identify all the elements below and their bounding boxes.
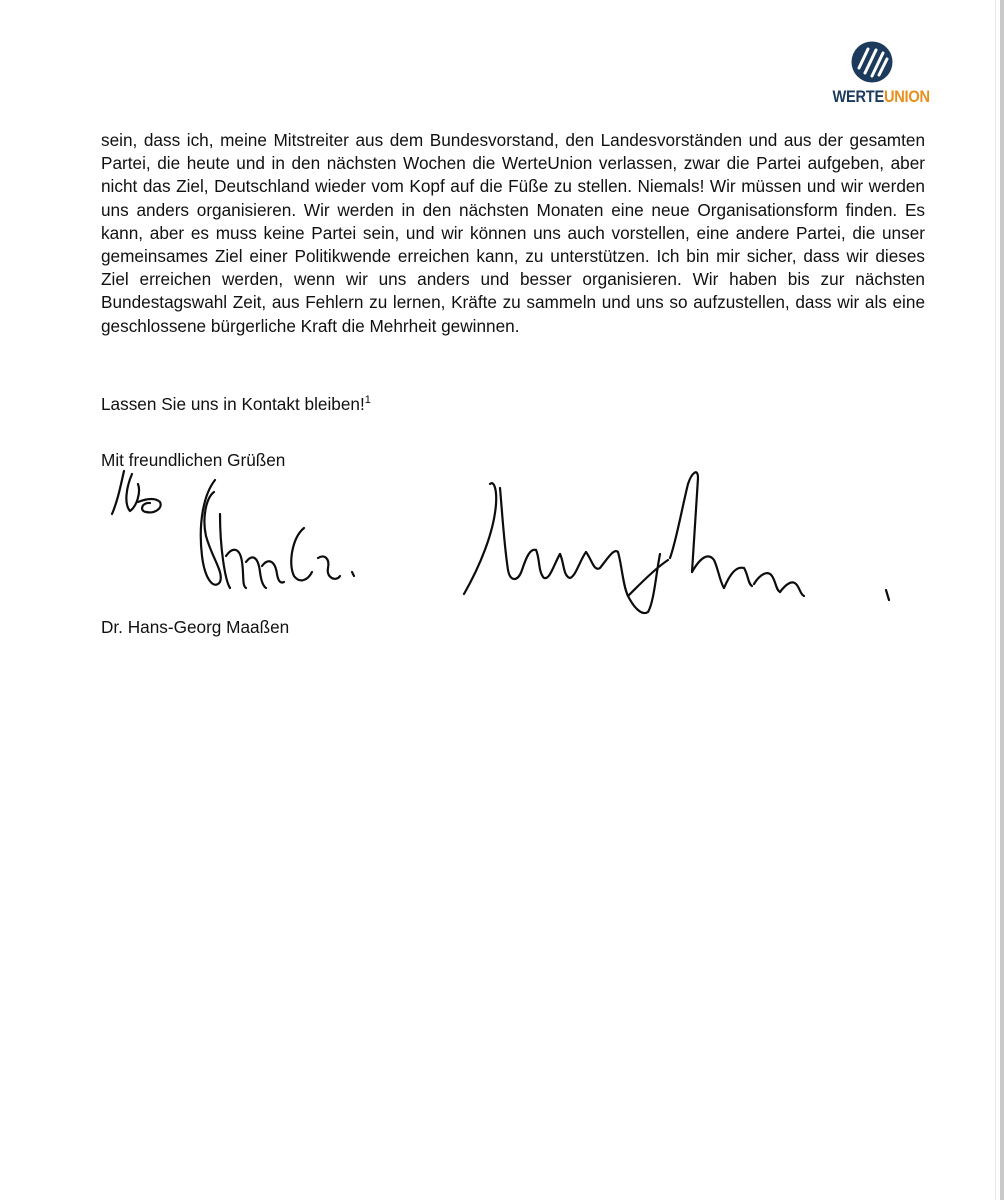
logo-text-union: UNION: [883, 87, 930, 106]
closing-text: Lassen Sie uns in Kontakt bleiben!: [101, 394, 365, 414]
logo-text-werte: WERTE: [832, 87, 884, 106]
closing-line: [101, 393, 371, 416]
handwritten-signature: [108, 462, 903, 632]
werteunion-logo-text: [832, 87, 930, 107]
signer-name: Dr. Hans-Georg Maaßen: [101, 617, 290, 637]
werteunion-logo: [826, 40, 930, 110]
greeting: Mit freundlichen Grüßen: [101, 450, 286, 470]
page-edge-line: [995, 0, 996, 1200]
footnote-marker: 1: [364, 394, 371, 406]
werteunion-logo-icon: [850, 40, 894, 84]
letter-body-paragraph: sein, dass ich, meine Mitstreiter aus dem Bundesvorstand, den Landesvorständen und aus der gesamten Partei, die heute und in den nächsten Wochen die WerteUnion verlassen, zwar die Partei aufgeben, aber nicht das Ziel, Deutschland wieder vom Kopf auf die Füße zu stellen. Niemals! Wir müssen und wir werden uns anders organisieren. Wir werden in den nächsten Monaten eine neue Organisationsform finden. Es kann, aber es muss keine Partei sein, und wir können uns auch vorstellen, eine andere Partei, die unser gemeinsames Ziel einer Politikwende erreichen kann, zu unterstützen. Ich bin mir sicher, dass wir dieses Ziel erreichen werden, wenn wir uns anders und besser organisieren. Wir haben bis zur nächsten Bundestagswahl Zeit, aus Fehlern zu lernen, Kräfte zu sammeln und uns so aufzustellen, dass wir als eine geschlossene bürgerliche Kraft die Mehrheit gewinnen.: [101, 130, 925, 336]
page-edge-bar: [1000, 0, 1004, 1200]
